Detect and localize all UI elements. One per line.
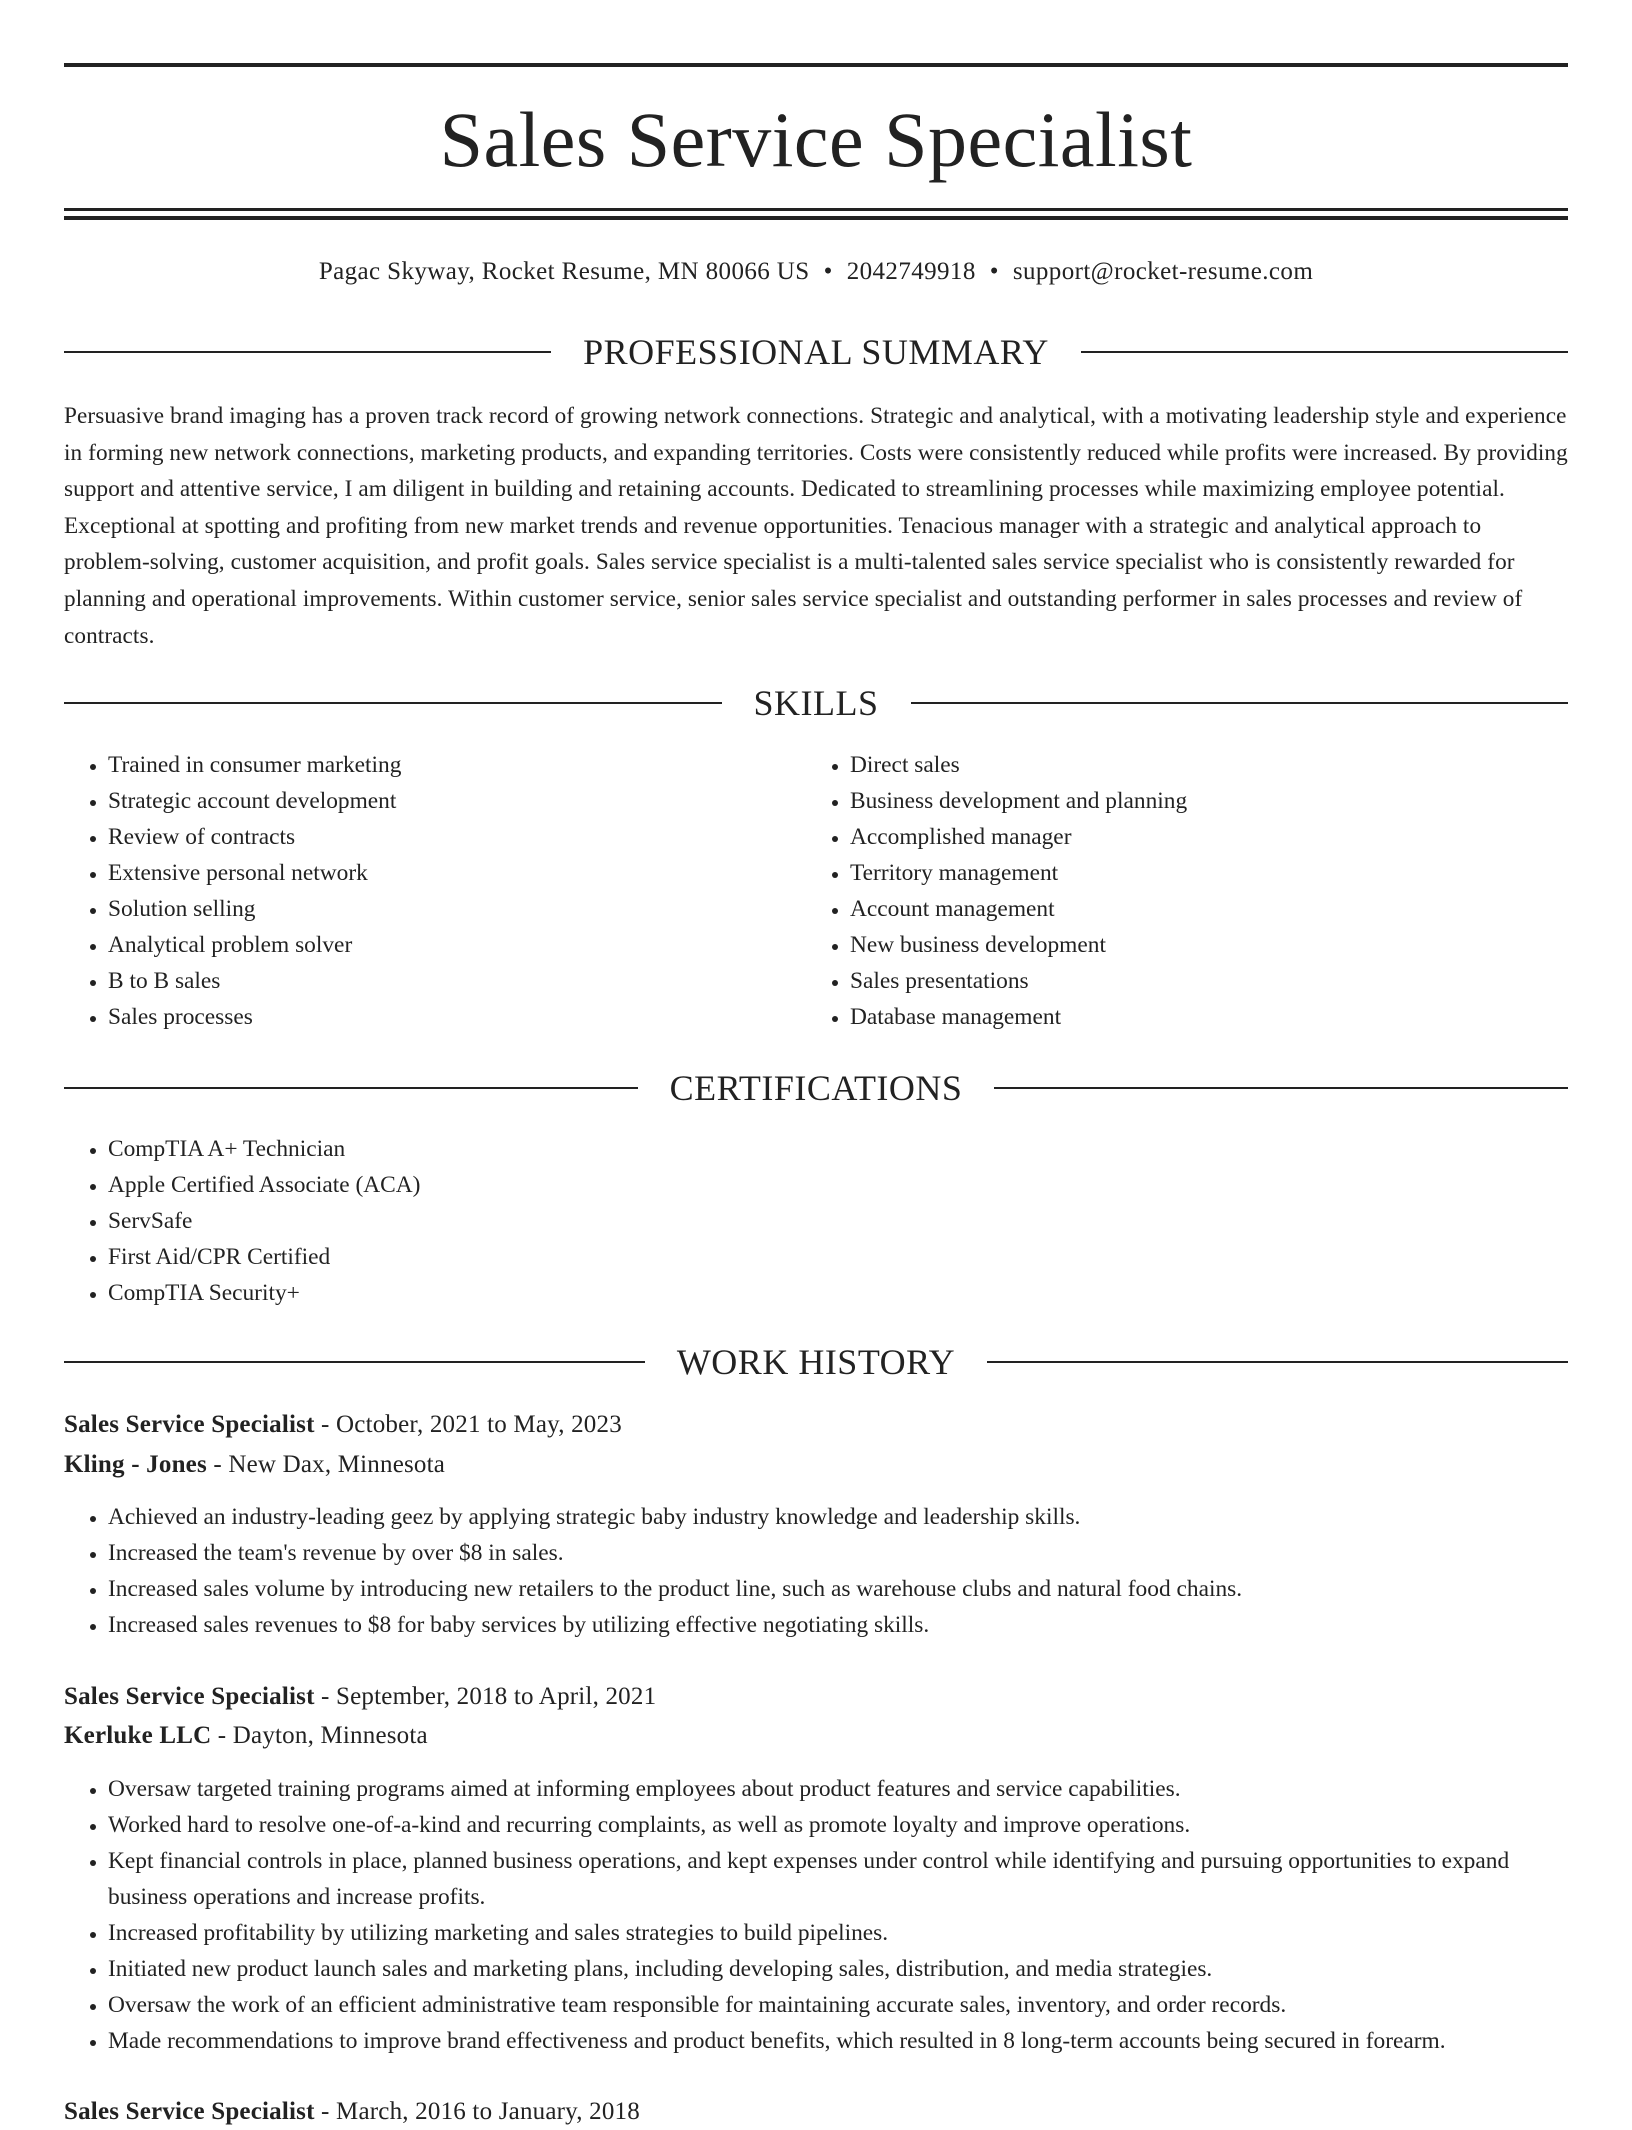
job-company-line bbox=[64, 1447, 1568, 1483]
certification-item: • CompTIA Security+ bbox=[108, 1275, 1508, 1311]
job-dates: - March, 2016 to January, 2018 bbox=[314, 2098, 640, 2125]
certification-item: • ServSafe bbox=[108, 1203, 1508, 1239]
skill-item: • Analytical problem solver bbox=[108, 927, 808, 963]
skill-item: • Strategic account development bbox=[108, 783, 808, 819]
job-bullet: • Increased sales volume by introducing new retailers to the product line, such as warehouse clubs and natural food chains. bbox=[108, 1571, 1568, 1607]
certification-item: • CompTIA A+ Technician bbox=[108, 1131, 1508, 1167]
contact-phone: 2042749918 bbox=[846, 258, 976, 285]
job-bullet: • Increased the team's revenue by over $8 in sales. bbox=[108, 1535, 1568, 1571]
contact-separator: • bbox=[823, 258, 833, 285]
skill-item: • Territory management bbox=[850, 855, 1550, 891]
skill-item: • Sales processes bbox=[108, 999, 808, 1035]
skill-item: • Review of contracts bbox=[108, 819, 808, 855]
job-bullet: • Increased profitability by utilizing marketing and sales strategies to build pipelines. bbox=[108, 1915, 1568, 1951]
job-title: Sales Service Specialist bbox=[64, 1411, 315, 1438]
job-title: Sales Service Specialist bbox=[64, 2098, 315, 2125]
section-title: WORK HISTORY bbox=[676, 1342, 956, 1382]
section-title: PROFESSIONAL SUMMARY bbox=[583, 332, 1049, 372]
skill-item: • Database management bbox=[850, 999, 1550, 1035]
skill-item: • B to B sales bbox=[108, 963, 808, 999]
job-location: - Dayton, Minnesota bbox=[211, 1722, 428, 1749]
job-title-line bbox=[64, 2094, 1568, 2130]
skills-list-right bbox=[806, 747, 1550, 1035]
job-bullet: • Kept financial controls in place, planned business operations, and kept expenses under control while identifying and pursuing opportunities to expand business operations and increase profits. bbox=[108, 1843, 1568, 1915]
heading-rule bbox=[64, 1087, 638, 1089]
skill-item: • Direct sales bbox=[850, 747, 1550, 783]
skill-item: • Account management bbox=[850, 891, 1550, 927]
section-title: CERTIFICATIONS bbox=[669, 1068, 963, 1108]
contact-email: support@rocket-resume.com bbox=[1012, 258, 1314, 285]
job-title: Sales Service Specialist bbox=[64, 1683, 315, 1710]
skill-item: • Sales presentations bbox=[850, 963, 1550, 999]
section-heading-work-history bbox=[64, 1340, 1568, 1384]
contact-address: Pagac Skyway, Rocket Resume, MN 80066 US bbox=[318, 258, 810, 285]
summary-text: Persuasive brand imaging has a proven track record of growing network connections. Strategic and analytical, with a motivating leadership style and experience in forming new network connections, marketing products, and expanding territories. Costs were consistently reduced while profits were increased. By providing support and attentive service, I am diligent in building and retaining accounts. Dedicated to streamlining processes while maximizing employee potential. Exceptional at spotting and profiting from new market trends and revenue opportunities. Tenacious manager with a strategic and analytical approach to problem-solving, customer acquisition, and profit goals. Sales service specialist is a multi-talented sales service specialist who is consistently rewarded for planning and operational improvements. Within customer service, senior sales service specialist and outstanding performer in sales processes and review of contracts. bbox=[64, 403, 1568, 649]
section-heading-skills bbox=[64, 681, 1568, 725]
contact-separator: • bbox=[989, 258, 999, 285]
resume-title: Sales Service Specialist bbox=[439, 96, 1193, 183]
skill-item: • New business development bbox=[850, 927, 1550, 963]
skill-item: • Solution selling bbox=[108, 891, 808, 927]
heading-rule bbox=[64, 1361, 645, 1363]
job-location: - New Dax, Minnesota bbox=[206, 1451, 446, 1478]
certification-item: • First Aid/CPR Certified bbox=[108, 1239, 1508, 1275]
header-divider-rule bbox=[64, 208, 1568, 211]
job-bullet: • Made recommendations to improve brand effectiveness and product benefits, which resulted in 8 long-term accounts being secured in forearm. bbox=[108, 2023, 1568, 2059]
job-company: Kerluke LLC bbox=[64, 1722, 212, 1749]
skill-item: • Trained in consumer marketing bbox=[108, 747, 808, 783]
section-heading-certifications bbox=[64, 1066, 1568, 1110]
job-company-line bbox=[64, 1718, 1568, 1754]
skill-item: • Business development and planning bbox=[850, 783, 1550, 819]
certification-item: • Apple Certified Associate (ACA) bbox=[108, 1167, 1508, 1203]
skills-list-left bbox=[64, 747, 808, 1035]
job-bullet: • Oversaw the work of an efficient administrative team responsible for maintaining accurate sales, inventory, and order records. bbox=[108, 1987, 1568, 2023]
job-company: Kling - Jones bbox=[64, 1451, 207, 1478]
job-bullet: • Achieved an industry-leading geez by applying strategic baby industry knowledge and leadership skills. bbox=[108, 1499, 1568, 1535]
heading-rule bbox=[64, 702, 722, 704]
heading-rule bbox=[994, 1087, 1568, 1089]
job-dates: - October, 2021 to May, 2023 bbox=[314, 1411, 622, 1438]
job-bullets bbox=[64, 1499, 1568, 1643]
heading-rule bbox=[911, 702, 1569, 704]
job-bullet: • Oversaw targeted training programs aimed at informing employees about product features and service capabilities. bbox=[108, 1771, 1568, 1807]
job-bullets bbox=[64, 1771, 1568, 2059]
heading-rule bbox=[1081, 351, 1568, 353]
certifications-list bbox=[64, 1131, 1508, 1311]
skill-item: • Accomplished manager bbox=[850, 819, 1550, 855]
skill-item: • Extensive personal network bbox=[108, 855, 808, 891]
job-title-line bbox=[64, 1679, 1568, 1715]
job-bullet: • Worked hard to resolve one-of-a-kind and recurring complaints, as well as promote loyalty and improve operations. bbox=[108, 1807, 1568, 1843]
header-top-rule bbox=[64, 63, 1568, 67]
contact-line bbox=[64, 254, 1568, 290]
job-bullet: • Initiated new product launch sales and marketing plans, including developing sales, distribution, and media strategies. bbox=[108, 1951, 1568, 1987]
heading-rule bbox=[987, 1361, 1568, 1363]
section-heading-summary bbox=[64, 330, 1568, 374]
header-divider-rule bbox=[64, 216, 1568, 220]
section-title: SKILLS bbox=[753, 683, 879, 723]
job-bullet: • Increased sales revenues to $8 for baby services by utilizing effective negotiating skills. bbox=[108, 1607, 1568, 1643]
heading-rule bbox=[64, 351, 551, 353]
job-title-line bbox=[64, 1407, 1568, 1443]
job-dates: - September, 2018 to April, 2021 bbox=[314, 1683, 657, 1710]
